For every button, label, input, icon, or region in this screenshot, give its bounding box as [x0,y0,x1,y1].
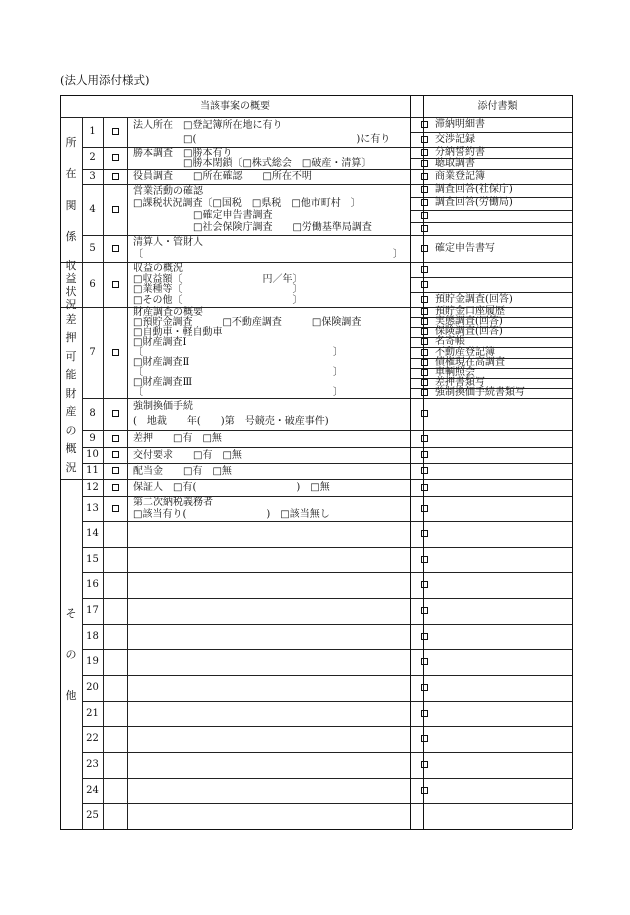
attachment-label: 実態調査(回答) [435,316,503,328]
row-number: 4 [89,203,96,215]
row-number: 16 [86,579,99,591]
row-text: 第二次納税義務者 [133,497,213,509]
row-text: □財産調査Ⅲ [133,376,193,388]
row-divider [82,598,572,599]
attachment-divider [410,132,572,133]
attachment-divider [410,222,572,223]
header-divider [60,117,572,118]
attachment-label: 確定申告書写 [435,242,495,254]
row-number: 17 [86,604,99,616]
row-number: 6 [89,278,96,290]
attachment-label: 交渉記録 [435,133,475,145]
group-char: の [65,647,77,661]
row-number: 7 [89,346,96,358]
row-number: 9 [89,432,96,444]
row-number: 5 [89,242,96,254]
row-text: 保証人 □有( ) □無 [133,482,330,493]
attachment-divider [410,337,572,338]
row-text: □確定申告書調査 [133,210,273,222]
group-char: 財 [65,386,77,400]
group-char: 概 [65,442,77,455]
row-divider [82,675,572,676]
group-char: そ [65,606,77,620]
row-number: 8 [89,408,96,419]
row-text: 〔 〕 [133,366,343,378]
row-text: □( )に有り [133,133,391,145]
attachment-divider [410,327,572,328]
row-text: □自動車・軽自動車 [133,327,223,339]
group-char: 産 [65,405,77,418]
row-text: 差押 □有 □無 [133,433,222,444]
row-divider [82,463,572,464]
attachment-form-table [60,95,572,830]
row-divider [60,479,572,480]
row-checkbox[interactable] [112,467,119,474]
row-number: 11 [86,465,99,476]
group-label-g2 [63,258,79,311]
row-checkbox[interactable] [112,435,119,442]
attachment-label: 滞納明細書 [435,118,485,130]
row-divider [82,778,572,779]
row-text: □課税状況調査〔□国税 □県税 □他市町村 〕 [133,197,361,209]
attachment-divider [410,210,572,211]
row-divider [82,147,572,148]
row-text: 営業活動の確認 [133,185,203,197]
row-text: □勝本閉鎖〔□株式総会 □破産・清算〕 [133,157,372,169]
row-divider [82,235,572,236]
row-divider [82,701,572,702]
group-char: 係 [65,230,77,244]
table-top-border [60,95,572,96]
row-number: 21 [86,707,99,719]
row-text: 勝本調査 □勝本有り [133,147,233,159]
group-label-g3 [63,307,79,479]
row-checkbox[interactable] [112,451,119,458]
attachment-label: 預貯金調査(回答) [435,293,513,305]
row-divider [82,447,572,448]
row-text: 役員調査 □所在確認 □所在不明 [133,171,312,182]
table-right-border [572,95,573,829]
row-checkbox[interactable] [112,154,119,161]
group-char: 所 [65,135,77,149]
header-attachments-label: 添付書類 [477,101,518,112]
row-divider [82,803,572,804]
attachment-label: 不動産登記簿 [435,346,495,358]
attachment-divider [410,277,572,278]
attachment-label: 分納誓約書 [435,146,485,158]
row-divider [82,649,572,650]
group-char: 収 [65,258,77,272]
row-divider [82,184,572,185]
row-number: 15 [86,553,99,565]
row-number: 24 [86,784,99,796]
attachment-divider [410,292,572,293]
row-divider [82,752,572,753]
row-checkbox[interactable] [112,128,119,135]
row-divider [82,430,572,431]
row-number: 13 [86,502,99,514]
row-text: □財産調査Ⅰ [133,337,187,349]
row-text: 強制換価手続 [133,401,193,412]
form-caption: (法人用添付様式) [60,73,150,87]
row-number: 1 [89,126,96,137]
attachment-divider [410,378,572,379]
attachment-divider [410,358,572,359]
attachment-label: 聴取調書 [435,157,475,169]
row-checkbox[interactable] [112,349,119,356]
section-divider-right [423,95,424,829]
row-text: □社会保険庁調査 □労働基準局調査 [133,222,372,234]
row-checkbox[interactable] [112,281,119,288]
attachment-label: 差押書類写 [435,376,485,388]
row-number: 19 [86,656,99,668]
attachment-label: 債権現在高調査 [435,356,505,368]
row-text: 配当金 □有 □無 [133,465,232,477]
row-checkbox[interactable] [112,410,119,417]
attachment-label: 保険調査(回答) [435,326,503,338]
row-checkbox[interactable] [112,484,119,491]
row-divider [82,398,572,399]
row-text: □業種等〔 〕 [133,284,303,296]
row-checkbox[interactable] [112,245,119,252]
col-divider-number [103,117,104,829]
row-divider [82,726,572,727]
row-number: 2 [89,152,96,163]
section-divider-left [410,95,411,829]
group-char: 能 [65,368,77,381]
row-text: 〔 〕 [133,347,343,358]
group-char: の [65,423,77,437]
table-bottom-border [60,829,572,830]
row-text: 収益の概況 [133,262,183,274]
row-divider [82,496,572,497]
row-checkbox[interactable] [112,206,119,213]
row-text: 〔 〕 [133,386,343,398]
group-char: 差 [65,312,77,326]
attachment-label: 名寄帳 [435,336,465,348]
row-checkbox[interactable] [112,505,119,512]
row-divider [82,624,572,625]
attachment-divider [410,388,572,389]
row-text: 〔 〕 [133,249,403,261]
group-char: 益 [65,271,77,285]
row-divider [60,307,572,308]
row-text: □預貯金調査 □不動産調査 □保険調査 [133,317,362,329]
row-divider [60,262,572,263]
group-char: 状 [65,284,77,298]
row-text: 財産調査の概要 [133,307,203,319]
attachment-label: 調査回答(労働局) [435,197,513,209]
attachment-label: 調査回答(社保庁) [435,184,513,196]
row-divider [82,572,572,573]
row-divider [82,169,572,170]
row-text: 法人所在 □登記簿所在地に有り [133,119,283,131]
attachment-label: 商業登記簿 [435,170,485,182]
row-divider [82,521,572,522]
row-number: 25 [86,810,99,822]
row-text: ( 地裁 年( )第 号競売・破産事件) [133,416,329,427]
group-char: 在 [65,167,77,181]
col-divider-check [127,117,128,829]
col-divider-group [82,117,83,829]
group-char: 関 [65,198,77,212]
row-text: □該当有り( ) □該当無し [133,508,330,520]
group-char: 他 [65,688,77,702]
row-number: 22 [86,733,99,745]
row-text: □財産調査Ⅱ [133,356,190,368]
group-label-g4 [63,479,79,829]
row-number: 18 [86,630,99,642]
row-number: 20 [86,681,99,693]
row-text: □収益額〔 円／年〕 [133,273,303,285]
group-char: 況 [65,297,77,311]
row-text: 清算人・管財人 [133,236,203,248]
attachment-label: 預貯金口座履歴 [435,306,505,318]
row-number: 12 [86,481,99,493]
attachment-divider [410,347,572,348]
row-number: 3 [89,170,96,182]
row-text: 交付要求 □有 □無 [133,449,242,461]
row-number: 23 [86,758,99,770]
attachment-divider [410,197,572,198]
header-overview-label: 当該事案の概要 [200,101,270,112]
row-number: 14 [86,527,99,539]
attachment-divider [410,317,572,318]
attachment-divider [410,158,572,159]
row-text: □その他〔 〕 [133,295,303,307]
group-label-g1 [63,117,79,262]
row-checkbox[interactable] [112,173,119,180]
row-number: 10 [86,449,99,460]
table-left-border [60,95,61,829]
group-char: 況 [65,460,77,474]
row-divider [82,547,572,548]
attachment-label: 強制換価手続書類写 [435,386,525,398]
attachment-label: 車輌照会 [435,366,475,378]
attachment-divider [410,368,572,369]
group-char: 可 [65,349,77,363]
group-char: 押 [65,331,77,344]
